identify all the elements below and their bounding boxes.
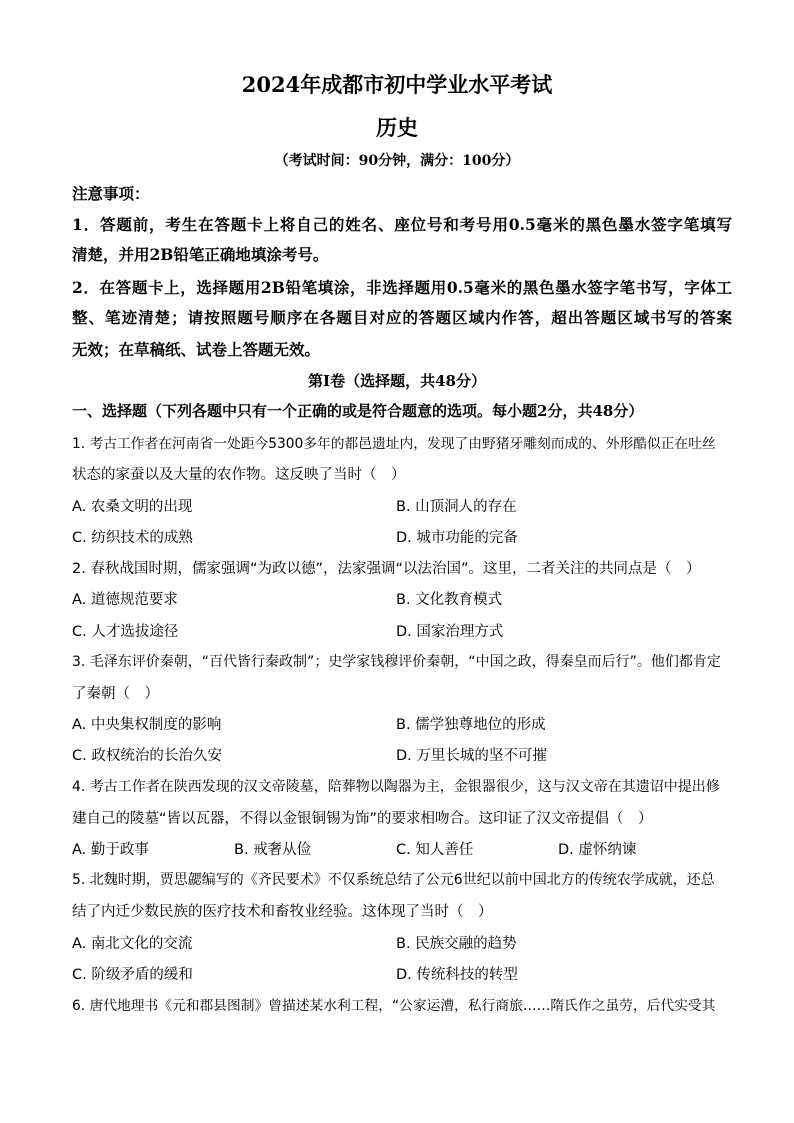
question-text: 1. 考古工作者在河南省一处距今5300多年的都邑遗址内，发现了由野猪牙雕刻而成的、外形酷似正在吐丝 — [72, 436, 716, 452]
option-a: A. 农桑文明的出现 — [72, 499, 193, 515]
notes-line: 1．答题前，考生在答题卡上将自己的姓名、座位号和考号用0.5毫米的黑色墨水签字笔填写 — [72, 215, 732, 234]
option-c: C. 知人善任 — [396, 842, 474, 858]
option-d: D. 虚怀纳谏 — [558, 842, 637, 858]
section-heading: 一、选择题（下列各题中只有一个正确的或是符合题意的选项。每小题2分，共48分） — [72, 402, 644, 420]
part1-title: 第Ⅰ卷（选择题，共48分） — [308, 372, 486, 390]
question-text: 结了内迁少数民族的医疗技术和畜牧业经验。这体现了当时（ ） — [72, 904, 493, 920]
option-d: D. 万里长城的坚不可摧 — [396, 748, 547, 764]
option-b: B. 山顶洞人的存在 — [396, 499, 517, 515]
option-b: B. 民族交融的趋势 — [396, 936, 517, 952]
option-a: A. 南北文化的交流 — [72, 936, 193, 952]
option-c: C. 阶级矛盾的缓和 — [72, 967, 193, 983]
option-b: B. 文化教育模式 — [396, 592, 503, 608]
question-text: 4. 考古工作者在陕西发现的汉文帝陵墓，陪葬物以陶器为主，金银器很少，这与汉文帝在其遗诏中提出修 — [72, 779, 720, 795]
option-c: C. 人才选拔途径 — [72, 624, 179, 640]
option-d: D. 城市功能的完备 — [396, 530, 518, 546]
question-text: 2. 春秋战国时期，儒家强调“为政以德”，法家强调“以法治国”。这里，二者关注的共同点是（ ） — [72, 561, 701, 577]
question-text: 6. 唐代地理书《元和郡县图制》曾描述某水利工程，“公家运漕，私行商旅……隋氏作之虽劳，后代实受其 — [72, 998, 716, 1014]
option-b: B. 儒学独尊地位的形成 — [396, 717, 546, 733]
question-text: 5. 北魏时期，贾思勰编写的《齐民要术》不仅系统总结了公元6世纪以前中国北方的传统农学成就，还总 — [72, 872, 715, 888]
notes-line: 2．在答题卡上，选择题用2B铅笔填涂，非选择题用0.5毫米的黑色墨水签字笔书写，字体工 — [72, 278, 732, 297]
question-text: 了秦朝（ ） — [72, 686, 159, 702]
option-a: A. 勤于政事 — [72, 842, 149, 858]
question-text: 建自己的陵墓“皆以瓦器，不得以金银铜锡为饰”的要求相吻合。这印证了汉文帝提倡（ ） — [72, 811, 653, 827]
exam-title: 2024年成都市初中学业水平考试 — [241, 72, 553, 97]
option-d: D. 传统科技的转型 — [396, 967, 518, 983]
question-text: 3. 毛泽东评价秦朝，“百代皆行秦政制”；史学家钱穆评价秦朝，“中国之政，得秦皇而后行”。他们都肯定 — [72, 654, 721, 670]
exam-info: （考试时间：90分钟，满分：100分） — [274, 153, 520, 169]
option-a: A. 道德规范要求 — [72, 592, 178, 608]
option-d: D. 国家治理方式 — [396, 624, 504, 640]
notes-heading: 注意事项： — [72, 184, 150, 203]
question-text: 状态的家蚕以及大量的农作物。这反映了当时（ ） — [72, 467, 406, 483]
notes-line: 无效；在草稿纸、试卷上答题无效。 — [72, 340, 321, 359]
option-c: C. 政权统治的长治久安 — [72, 748, 222, 764]
subject-title: 历史 — [376, 115, 418, 140]
option-c: C. 纺织技术的成熟 — [72, 530, 193, 546]
option-a: A. 中央集权制度的影响 — [72, 717, 222, 733]
notes-line: 清楚，并用2B铅笔正确地填涂考号。 — [72, 245, 329, 264]
option-b: B. 戒奢从俭 — [234, 842, 312, 858]
notes-line: 整、笔迹清楚；请按照题号顺序在各题目对应的答题区域内作答，超出答题区域书写的答案 — [72, 308, 732, 327]
